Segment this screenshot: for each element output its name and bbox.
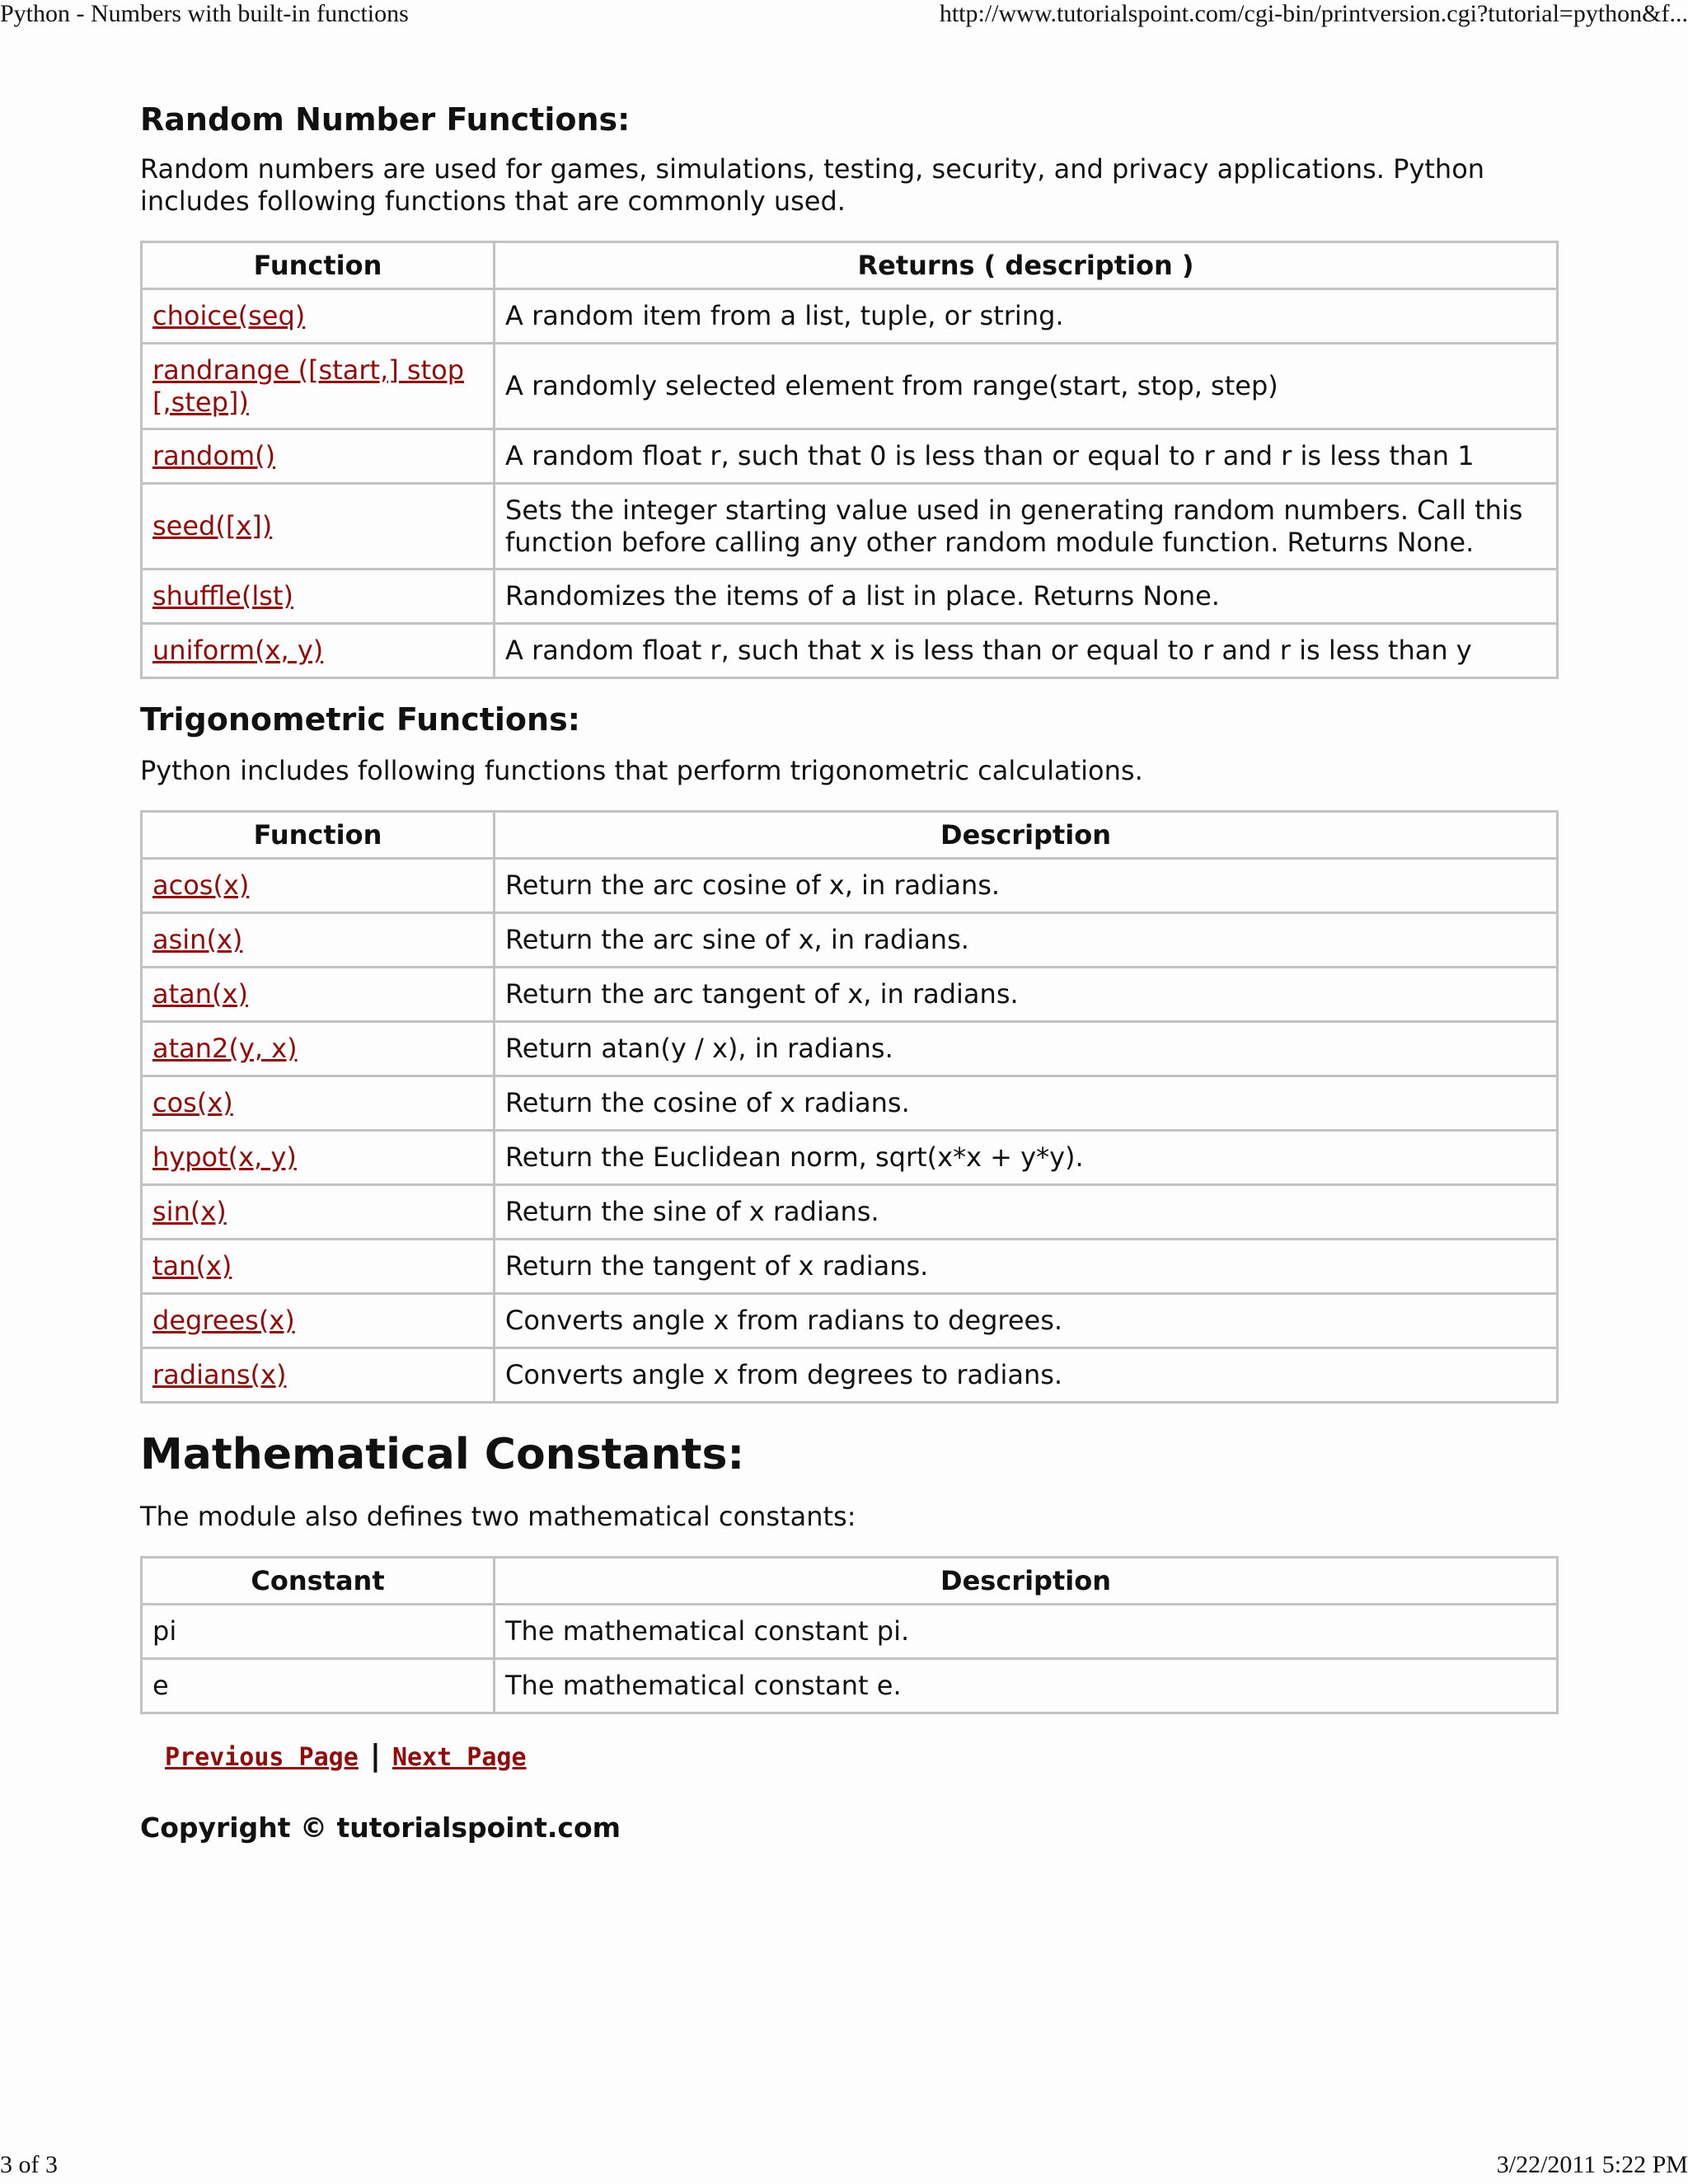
function-link-seed[interactable]: seed([x]) [152,510,273,541]
print-footer [0,2151,1688,2184]
column-header-constant: Constant [142,1558,495,1605]
table-row [142,429,1558,484]
table-row [142,569,1558,624]
table-header-row [142,1558,1558,1605]
previous-page-link[interactable]: Previous Page [165,1743,359,1772]
table-row [142,624,1558,678]
table-row [142,344,1558,429]
trig-functions-table [140,810,1559,1404]
function-description: Randomizes the items of a list in place. Returns None. [495,569,1558,624]
table-row [142,1240,1558,1294]
function-link-atan[interactable]: atan(x) [152,978,248,1010]
page-navigation [140,1739,1556,1788]
table-row [142,968,1558,1022]
constant-name: e [142,1659,495,1713]
function-link-random[interactable]: random() [152,440,276,471]
function-link-choice[interactable]: choice(seq) [152,300,306,331]
column-header-function: Function [142,242,495,289]
table-row [142,1185,1558,1240]
function-description: Return the arc tangent of x, in radians. [495,968,1558,1022]
function-link-sin[interactable]: sin(x) [152,1196,227,1227]
function-link-shuffle[interactable]: shuffle(lst) [152,580,293,612]
constant-name: pi [142,1605,495,1659]
next-page-link[interactable]: Next Page [392,1743,527,1772]
column-header-returns: Returns ( description ) [495,242,1558,289]
constants-intro: The module also defines two mathematical constants: [140,1501,856,1532]
function-link-uniform[interactable]: uniform(x, y) [152,635,324,666]
constants-heading: Mathematical Constants: [140,1430,745,1479]
function-description: A random float r, such that 0 is less than or equal to r and r is less than 1 [495,429,1558,484]
table-row [142,1348,1558,1403]
print-datetime: 3/22/2011 5:22 PM [1496,2151,1688,2178]
function-description: Return the cosine of x radians. [495,1076,1558,1131]
column-header-description: Description [495,812,1558,859]
constant-description: The mathematical constant pi. [495,1605,1558,1659]
nav-separator: | [369,1739,381,1773]
table-row [142,1022,1558,1076]
function-link-asin[interactable]: asin(x) [152,924,243,955]
table-row [142,1131,1558,1185]
function-link-degrees[interactable]: degrees(x) [152,1305,295,1336]
table-row [142,1294,1558,1348]
table-row [142,913,1558,968]
function-link-acos[interactable]: acos(x) [152,869,250,901]
trig-functions-heading: Trigonometric Functions: [140,701,580,738]
function-link-radians[interactable]: radians(x) [152,1359,287,1390]
trig-functions-intro: Python includes following functions that perform trigonometric calculations. [140,755,1143,786]
table-header-row [142,812,1558,859]
function-description: Sets the integer starting value used in generating random numbers. Call this function before calling any other random module function. Returns None. [495,484,1558,569]
page-count: 3 of 3 [0,2151,58,2178]
print-header [0,0,1688,33]
random-functions-heading: Random Number Functions: [140,101,631,138]
table-row [142,1605,1558,1659]
page-content [140,96,1556,1844]
table-header-row [142,242,1558,289]
table-row [142,289,1558,344]
random-functions-intro: Random numbers are used for games, simulations, testing, security, and privacy applications. Python includes following functions that are commonly used. [140,153,1485,217]
function-description: A random float r, such that x is less than or equal to r and r is less than y [495,624,1558,678]
table-row [142,484,1558,569]
column-header-description: Description [495,1558,1558,1605]
table-row [142,859,1558,913]
function-description: Return the arc cosine of x, in radians. [495,859,1558,913]
function-link-tan[interactable]: tan(x) [152,1250,232,1282]
function-description: Return the sine of x radians. [495,1185,1558,1240]
function-description: Return atan(y / x), in radians. [495,1022,1558,1076]
function-link-randrange[interactable]: randrange ([start,] stop [,step]) [152,354,465,418]
function-description: Return the arc sine of x, in radians. [495,913,1558,968]
function-description: Return the Euclidean norm, sqrt(x*x + y*y). [495,1131,1558,1185]
column-header-function: Function [142,812,495,859]
print-page-url: http://www.tutorialspoint.com/cgi-bin/printversion.cgi?tutorial=python&f... [939,0,1688,27]
constants-table [140,1556,1559,1714]
function-description: A randomly selected element from range(start, stop, step) [495,344,1558,429]
function-description: A random item from a list, tuple, or string. [495,289,1558,344]
print-page-title: Python - Numbers with built-in functions [0,0,409,27]
function-link-atan2[interactable]: atan2(y, x) [152,1033,298,1064]
function-description: Converts angle x from degrees to radians. [495,1348,1558,1403]
function-description: Converts angle x from radians to degrees. [495,1294,1558,1348]
function-link-hypot[interactable]: hypot(x, y) [152,1141,297,1173]
function-link-cos[interactable]: cos(x) [152,1087,233,1118]
random-functions-table [140,241,1559,679]
function-description: Return the tangent of x radians. [495,1240,1558,1294]
table-row [142,1076,1558,1131]
table-row [142,1659,1558,1713]
constant-description: The mathematical constant e. [495,1659,1558,1713]
copyright-notice: Copyright © tutorialspoint.com [140,1811,621,1844]
